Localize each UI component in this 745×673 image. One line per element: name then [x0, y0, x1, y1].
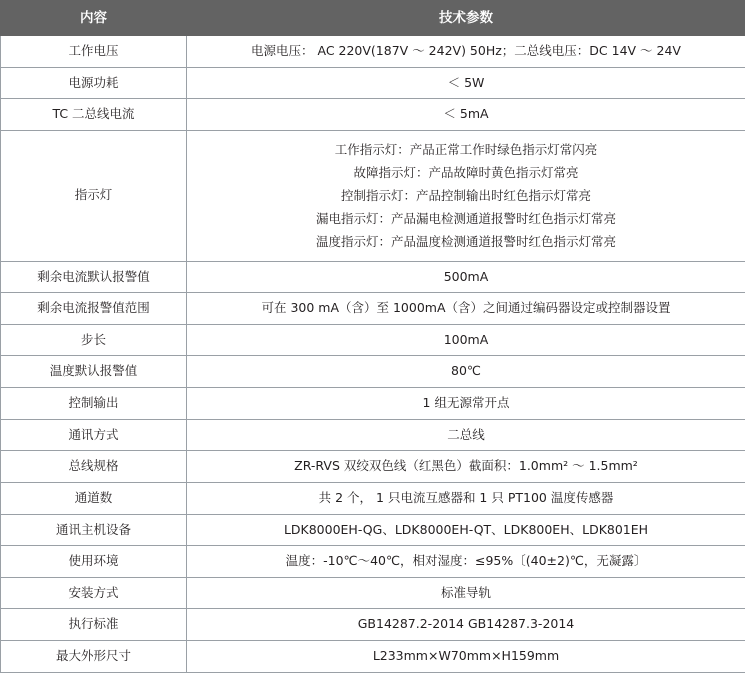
row-label: 工作电压 [1, 36, 187, 68]
row-value-line: 温度：-10℃～40℃，相对湿度：≤95%〔(40±2)℃，无凝露〕 [195, 551, 737, 572]
table-row [1, 609, 745, 641]
row-value-line: 可在 300 mA（含）至 1000mA（含）之间通过编码器设定或控制器设置 [195, 298, 737, 319]
row-value-line: 温度指示灯：产品温度检测通道报警时红色指示灯常亮 [195, 230, 737, 253]
table-row [1, 293, 745, 325]
row-value-line: 电源电压： AC 220V(187V ～ 242V) 50Hz；二总线电压：DC 14V ～ 24V [195, 41, 737, 62]
table-row [1, 356, 745, 388]
row-label: 剩余电流报警值范围 [1, 293, 187, 325]
table-row [1, 67, 745, 99]
row-label: 指示灯 [1, 130, 187, 261]
row-value-line: ZR-RVS 双绞双色线（红黑色）截面积：1.0mm² ～ 1.5mm² [195, 456, 737, 477]
table-header [1, 1, 745, 36]
row-value [187, 388, 745, 420]
row-value [187, 609, 745, 641]
table-row [1, 419, 745, 451]
row-label: 温度默认报警值 [1, 356, 187, 388]
table-row [1, 36, 745, 68]
row-label: 最大外形尺寸 [1, 641, 187, 673]
row-value-line: 工作指示灯：产品正常工作时绿色指示灯常闪亮 [195, 138, 737, 161]
row-value-line: 1 组无源常开点 [195, 393, 737, 414]
row-value [187, 67, 745, 99]
table-row [1, 482, 745, 514]
row-value-line: 共 2 个， 1 只电流互感器和 1 只 PT100 温度传感器 [195, 488, 737, 509]
row-value-line: ＜ 5W [195, 73, 737, 94]
row-value-line: 500mA [195, 267, 737, 288]
row-value [187, 324, 745, 356]
row-value-line: GB14287.2-2014 GB14287.3-2014 [195, 614, 737, 635]
row-label: 通讯方式 [1, 419, 187, 451]
row-label: 通讯主机设备 [1, 514, 187, 546]
row-value-line: L233mm×W70mm×H159mm [195, 646, 737, 667]
table-row [1, 514, 745, 546]
table-row [1, 130, 745, 261]
row-value-line: ＜ 5mA [195, 104, 737, 125]
row-value [187, 36, 745, 68]
table-row [1, 641, 745, 673]
row-label: 步长 [1, 324, 187, 356]
row-value [187, 577, 745, 609]
row-value [187, 130, 745, 261]
table-row [1, 451, 745, 483]
row-label: 电源功耗 [1, 67, 187, 99]
row-value-line: 100mA [195, 330, 737, 351]
table-row [1, 388, 745, 420]
table-body [1, 36, 745, 673]
row-label: 总线规格 [1, 451, 187, 483]
column-header-parameters: 技术参数 [187, 1, 745, 36]
row-label: 安装方式 [1, 577, 187, 609]
row-value [187, 641, 745, 673]
table-row [1, 324, 745, 356]
row-label: 执行标准 [1, 609, 187, 641]
row-label: 通道数 [1, 482, 187, 514]
row-value-line: 二总线 [195, 425, 737, 446]
row-value [187, 99, 745, 131]
column-header-content: 内容 [1, 1, 187, 36]
table-row [1, 261, 745, 293]
row-value [187, 546, 745, 578]
table-header-row [1, 1, 745, 36]
row-value-line: 80℃ [195, 361, 737, 382]
row-value [187, 451, 745, 483]
row-label: TC 二总线电流 [1, 99, 187, 131]
table-row [1, 99, 745, 131]
row-label: 剩余电流默认报警值 [1, 261, 187, 293]
table-row [1, 546, 745, 578]
row-value-line: 控制指示灯：产品控制输出时红色指示灯常亮 [195, 184, 737, 207]
row-label: 使用环境 [1, 546, 187, 578]
row-value [187, 482, 745, 514]
row-value [187, 261, 745, 293]
row-value-line: 漏电指示灯：产品漏电检测通道报警时红色指示灯常亮 [195, 207, 737, 230]
row-value [187, 514, 745, 546]
row-value-line: 标准导轨 [195, 583, 737, 604]
row-value [187, 293, 745, 325]
row-value [187, 419, 745, 451]
table-row [1, 577, 745, 609]
row-value-line: LDK8000EH-QG、LDK8000EH-QT、LDK800EH、LDK801EH [195, 520, 737, 541]
row-value [187, 356, 745, 388]
row-value-line: 故障指示灯：产品故障时黄色指示灯常亮 [195, 161, 737, 184]
row-label: 控制输出 [1, 388, 187, 420]
